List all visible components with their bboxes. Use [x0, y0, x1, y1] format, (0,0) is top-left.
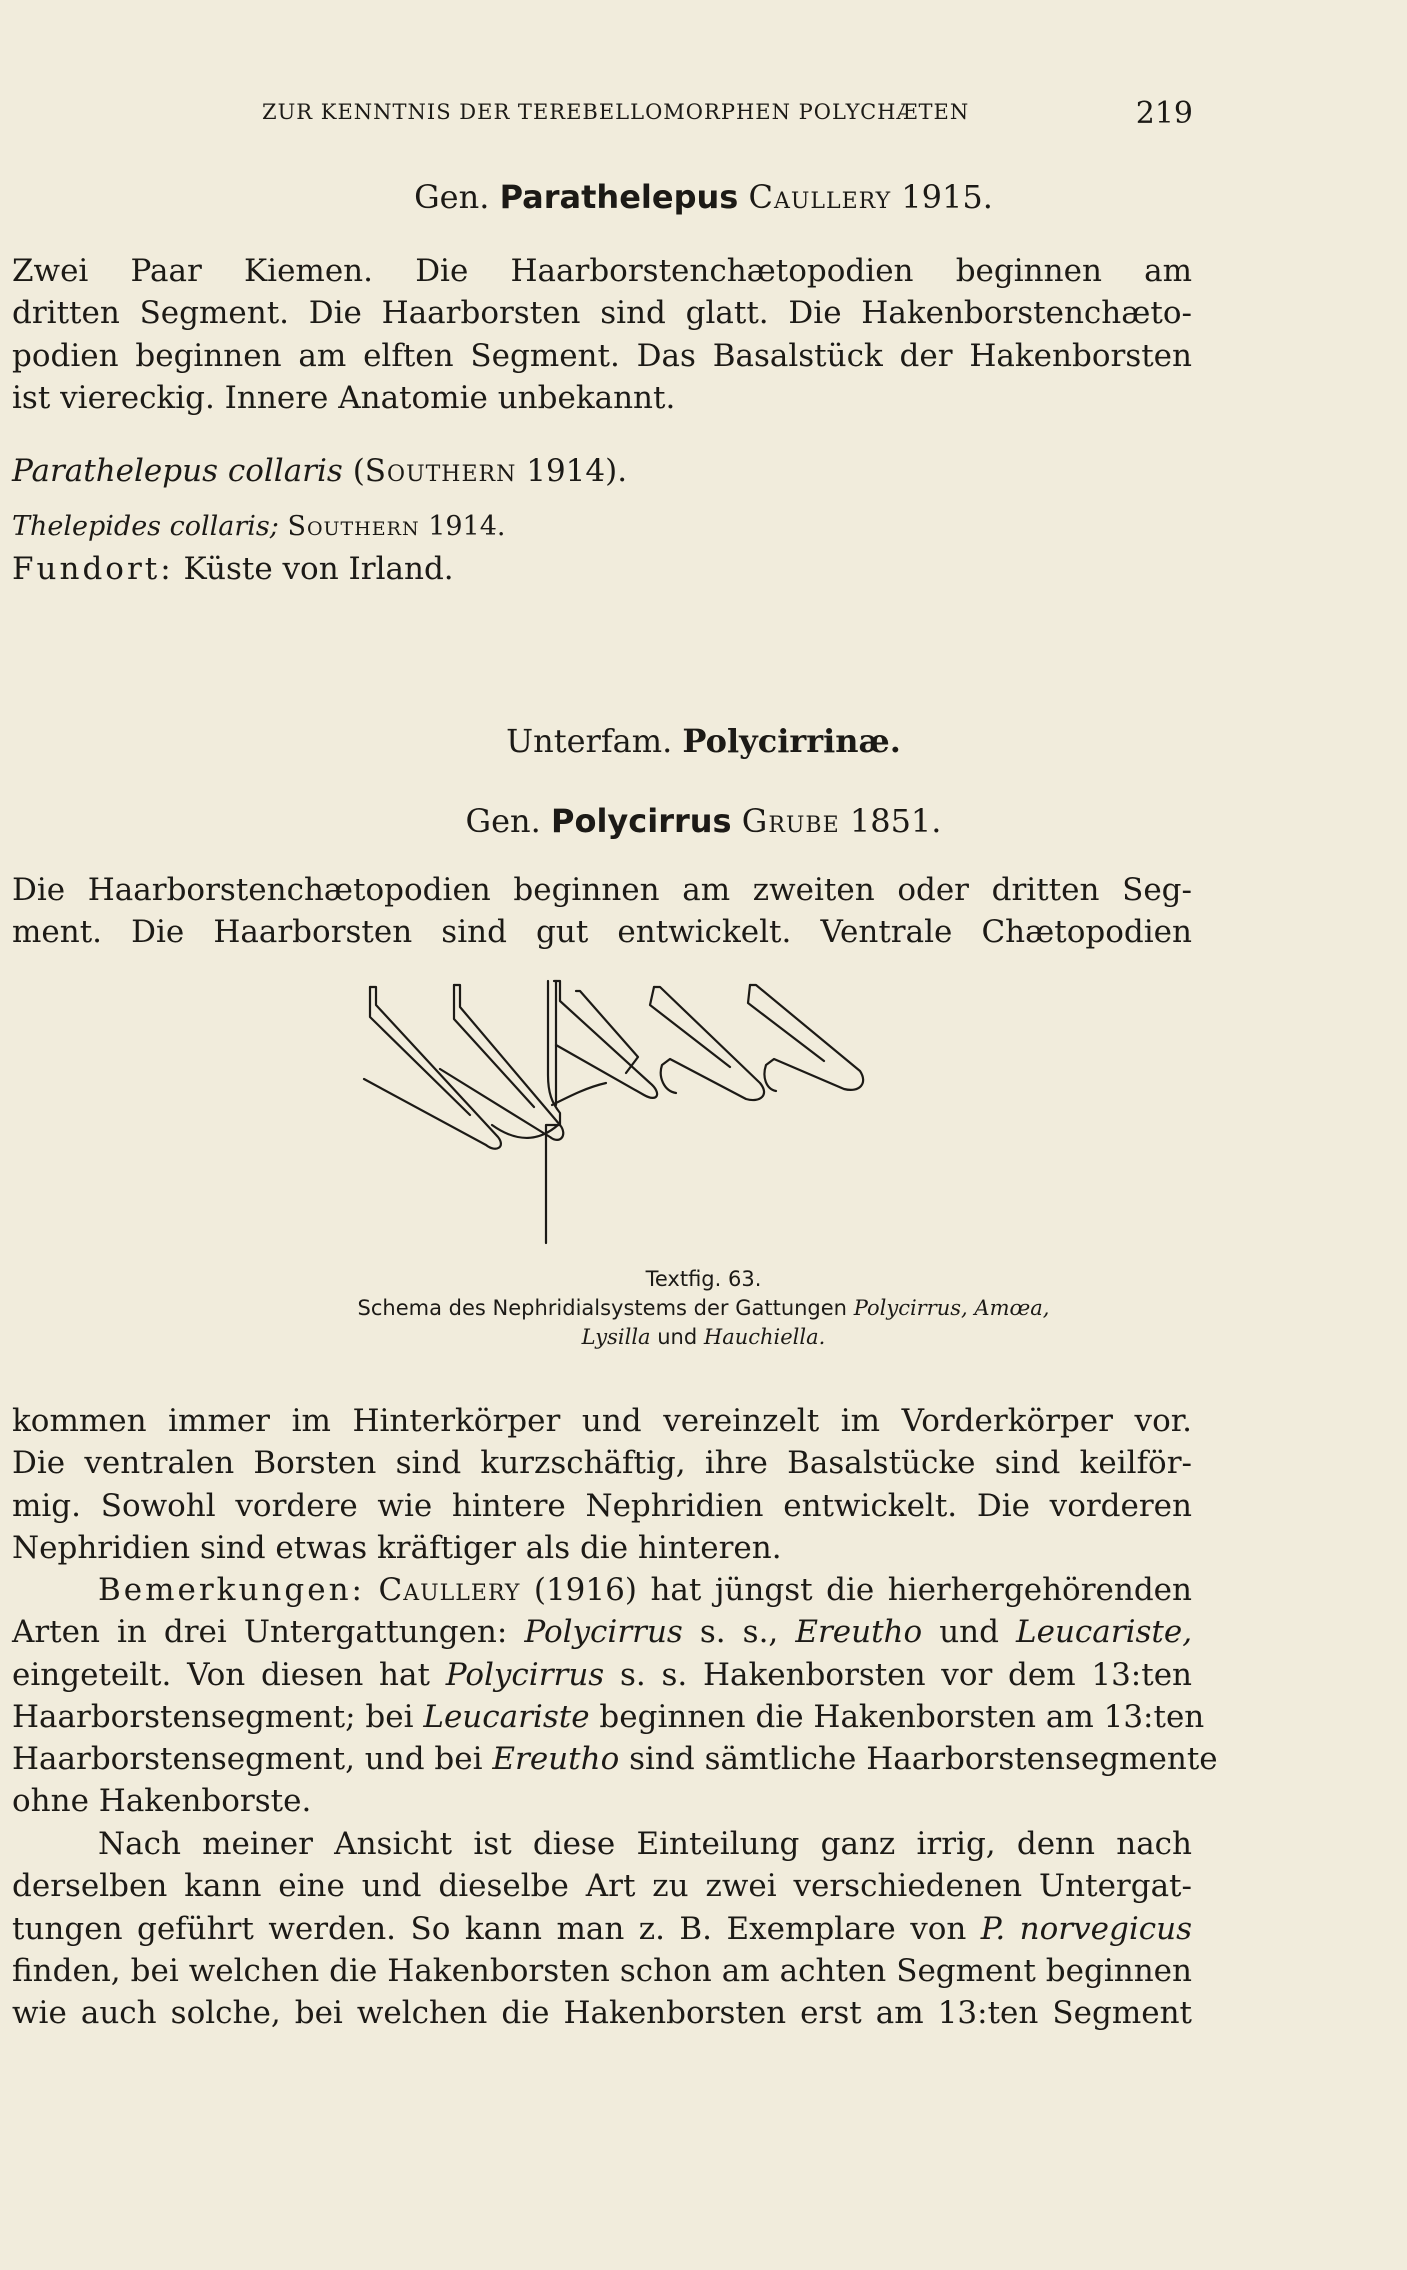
nephridial-schema-figure [320, 975, 900, 1255]
genus1-description [12, 250, 1192, 419]
text-line [12, 1908, 1192, 1950]
text-line: Nach meiner Ansicht ist diese Einteilung ganz irrig, denn nach [98, 1826, 1192, 1862]
text-line: Nephridien sind etwas kräftiger als die hinteren. [12, 1529, 782, 1566]
text-line: Die ventralen Borsten sind kurzschäftig, ihre Basalstücke sind keilför- [12, 1445, 1192, 1482]
species-synonym [12, 506, 1192, 548]
text-run: (1916) hat jüngst die hierhergehörenden [533, 1572, 1192, 1608]
text-line: Die Haarborstenchætopodien beginnen am zweiten oder dritten Seg- [12, 872, 1192, 908]
genus-year: 1915. [901, 178, 993, 216]
body-paragraph-3 [12, 1823, 1192, 2034]
subfamily-name: Polycirrinæ. [682, 722, 901, 760]
caption-genus: Hauchiella. [703, 1325, 826, 1349]
locality-label: Fundort: [12, 551, 174, 587]
species-year: 1914). [526, 453, 628, 489]
text-line: finden, bei welchen die Hakenborsten schon am achten Segment beginnen [12, 1952, 1192, 1989]
genus-heading-parathelepus [0, 178, 1407, 216]
text-run: tungen geführt werden. So kann man z. B. Exemplare von [12, 1910, 967, 1947]
text-run: s. s., [699, 1614, 779, 1651]
text-run: beginnen die Hakenborsten am 13:ten [599, 1698, 1205, 1735]
genus-year: 1851. [849, 802, 942, 840]
text-run: Haarborstensegment, und bei [12, 1741, 483, 1778]
subgenus-name: Leucariste [423, 1698, 590, 1735]
nephridium-1 [364, 987, 501, 1149]
text-line: ment. Die Haarborsten sind gut entwickelt. Ventrale Chætopodien [12, 914, 1192, 951]
species-name: Parathelepus collaris [12, 453, 343, 489]
paren: ( [352, 453, 365, 489]
text-line: mig. Sowohl vordere wie hintere Nephridien entwickelt. Die vorderen [12, 1487, 1192, 1524]
species-entry [12, 450, 1192, 492]
text-run: s. s. Hakenborsten vor dem 13:ten [619, 1656, 1193, 1693]
nephridium-3 [554, 981, 657, 1098]
body-paragraph-remarks [12, 1569, 1218, 1823]
text-line: Zwei Paar Kiemen. Die Haarborstenchætopodien beginnen am [12, 253, 1192, 289]
genus2-description [12, 869, 1192, 954]
caption-genus: Polycirrus, [853, 1296, 968, 1320]
text-run: sind sämtliche Haarborstensegmente [629, 1741, 1218, 1778]
nephridium-4 [650, 987, 764, 1100]
text-line [12, 1569, 1192, 1611]
text-run: eingeteilt. Von diesen hat [12, 1656, 430, 1693]
text-line: podien beginnen am elften Segment. Das Basalstück der Hakenborsten [12, 337, 1192, 374]
figure-label: Textfig. 63. [645, 1267, 762, 1291]
text-run: Haarborstensegment; bei [12, 1698, 414, 1735]
caption-genus: Lysilla [581, 1325, 651, 1349]
figure-caption [0, 1265, 1407, 1352]
synonym-year: 1914. [428, 511, 506, 542]
species-name: P. norvegicus [980, 1910, 1192, 1947]
text-line: dritten Segment. Die Haarborsten sind glatt. Die Hakenborstenchæto- [12, 295, 1192, 332]
species-author: Southern [364, 453, 517, 489]
subgenus-name: Ereutho [492, 1741, 620, 1778]
synonym-name: Thelepides collaris; [12, 511, 279, 542]
nephridium-2 [440, 985, 563, 1140]
text-line: wie auch solche, bei welchen die Hakenborsten erst am 13:ten Segment [12, 1995, 1192, 2032]
text-line: derselben kann eine und dieselbe Art zu zwei verschiedenen Untergat- [12, 1868, 1192, 1905]
caption-and: und [657, 1325, 698, 1349]
running-head: ZUR KENNTNIS DER TEREBELLOMORPHEN POLYCHÆTEN [262, 100, 970, 124]
locality-text: Küste von Irland. [183, 551, 454, 587]
body-paragraph-1 [12, 1400, 1192, 1569]
text-line [12, 1654, 1192, 1696]
genus-name: Parathelepus [499, 178, 739, 216]
remarks-author: Caullery [378, 1572, 521, 1608]
subgenus-name: Ereutho [795, 1614, 923, 1651]
genus-name: Polycirrus [551, 802, 732, 840]
genus-prefix: Gen. [465, 802, 541, 840]
caption-line-1 [0, 1294, 1407, 1323]
text-line: ist viereckig. Innere Anatomie unbekannt. [12, 379, 676, 416]
caption-text: Schema des Nephridialsystems der Gattungen [357, 1296, 847, 1320]
text-line [12, 1696, 1205, 1738]
text-line [12, 1611, 1192, 1653]
text-line: kommen immer im Hinterkörper und vereinzelt im Vorderkörper vor. [12, 1403, 1192, 1439]
subgenus-name: Polycirrus [445, 1656, 605, 1693]
caption-line-2 [0, 1323, 1407, 1352]
text-line: ohne Hakenborste. [12, 1783, 312, 1820]
caption-genus: Amœa, [974, 1296, 1050, 1320]
genus-prefix: Gen. [414, 178, 490, 216]
genus-heading-polycirrus [0, 802, 1407, 840]
subfamily-heading [0, 722, 1407, 760]
species-locality [12, 548, 1192, 590]
subgenus-name: Leucariste, [1016, 1614, 1193, 1651]
nephridium-5 [748, 985, 863, 1091]
genus-author: Grube [741, 802, 840, 840]
subfamily-prefix: Unterfam. [506, 722, 673, 760]
subgenus-name: Polycirrus [524, 1614, 683, 1651]
genus-author: Caullery [748, 178, 892, 216]
text-line [12, 1738, 1218, 1780]
remarks-label: Bemerkungen: [98, 1572, 366, 1608]
synonym-author: Southern [287, 511, 420, 542]
text-run: Arten in drei Untergattungen: [12, 1614, 508, 1651]
text-run: und [939, 1614, 999, 1651]
page-number: 219 [1135, 96, 1193, 131]
